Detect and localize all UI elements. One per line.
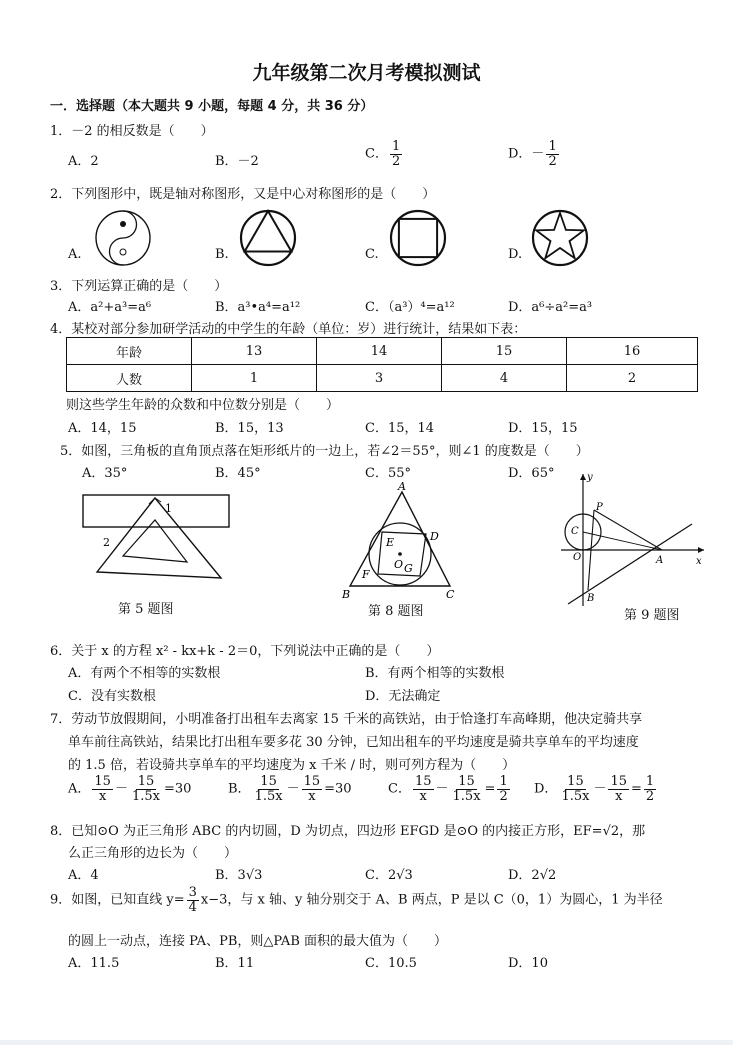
q1-option-a: A．2 (68, 154, 99, 169)
figure-8-incircle-square (340, 482, 460, 602)
q4-option-d: D．15，15 (508, 421, 578, 436)
q1-option-d: D．－ $\frac{1}{2}$ (508, 139, 557, 169)
q5-option-a: A．35° (82, 466, 128, 481)
table-cell: 2 (567, 365, 698, 392)
q8-option-b: B．3√3 (215, 868, 263, 883)
q7-line-2: 单车前往高铁站，结果比打出租车要多花 30 分钟，已知出租车的平均速度是骑共享单车的平均速度 (68, 735, 639, 750)
q4-option-c: C．15，14 (365, 421, 435, 436)
svg-text:x: x (696, 556, 702, 567)
table-cell: 16 (567, 338, 698, 365)
q9-line-2: 的圆上一动点，连接 PA、PB，则△PAB 面积的最大值为（ ） (68, 934, 447, 949)
q9-option-d: D．10 (508, 956, 548, 971)
fraction: $\frac{1}{2}$ (391, 139, 401, 169)
q6-option-b: B．有两个相等的实数根 (365, 666, 505, 681)
q3-option-c: C．（a³）⁴=a¹² (365, 300, 455, 315)
q5-option-d: D．65° (508, 466, 555, 481)
fig5-angle-2: 2 (103, 536, 110, 549)
q3-option-d: D．a⁶÷a²=a³ (508, 300, 593, 315)
q2-option-b: B. (215, 247, 229, 262)
svg-text:A: A (656, 555, 664, 566)
q4-option-b: B．15，13 (215, 421, 284, 436)
figure-8-caption: 第 8 题图 (368, 604, 424, 619)
q4-stem: 4．某校对部分参加研学活动的中学生的年龄（单位：岁）进行统计，结果如下表： (50, 322, 527, 337)
q7-option-c: C． $\frac{15}{x}$ － $\frac{15}{1.5x}$ = $\frac{1}{2}$ (388, 774, 508, 804)
page-title: 九年级第二次月考模拟测试 (252, 62, 481, 84)
q6-option-c: C．没有实数根 (68, 689, 156, 704)
yin-yang-icon (93, 208, 153, 268)
circle-star-icon (530, 208, 590, 268)
q9-option-c: C．10.5 (365, 956, 417, 971)
circle-square-icon (388, 208, 448, 268)
q8-option-c: C．2√3 (365, 868, 413, 883)
q3-option-a: A．a²+a³=a⁶ (68, 300, 152, 315)
q2-stem: 2．下列图形中，既是轴对称图形，又是中心对称图形的是（ ） (50, 187, 436, 202)
age-table (66, 337, 698, 392)
page-bottom-edge (0, 1040, 733, 1045)
section-heading: 一．选择题（本大题共 9 小题，每题 4 分，共 36 分） (50, 99, 374, 114)
table-cell: 3 (317, 365, 442, 392)
svg-text:C: C (571, 526, 579, 537)
table-cell: 15 (442, 338, 567, 365)
q6-stem: 6．关于 x 的方程 x² - kx+k - 2＝0，下列说法中正确的是（ ） (50, 644, 440, 659)
q7-option-b: B． $\frac{15}{1.5x}$ － $\frac{15}{x}$ =30 (228, 774, 352, 804)
fig5-angle-1: 1 (165, 502, 172, 515)
q2-option-a: A. (68, 247, 82, 262)
svg-text:y: y (587, 472, 593, 483)
svg-text:O: O (573, 552, 582, 563)
q4-question: 则这些学生年龄的众数和中位数分别是（ ） (66, 398, 340, 413)
svg-text:E: E (386, 536, 395, 549)
q3-stem: 3．下列运算正确的是（ ） (50, 279, 228, 294)
q6-option-d: D．无法确定 (365, 689, 441, 704)
fraction: $\frac{1}{2}$ (548, 139, 557, 169)
q9-option-a: A．11.5 (68, 956, 120, 971)
q5-stem: 5．如图，三角板的直角顶点落在矩形纸片的一边上，若∠2＝55°，则∠1 的度数是（ ） (60, 444, 589, 459)
svg-text:O: O (394, 558, 404, 571)
figure-5-rectangle-triangle (75, 490, 235, 590)
q1-option-c: C． $\frac{1}{2}$ (365, 139, 401, 169)
q6-option-a: A．有两个不相等的实数根 (68, 666, 221, 681)
circle-triangle-icon (238, 208, 298, 268)
svg-text:G: G (404, 562, 413, 575)
table-cell: 14 (317, 338, 442, 365)
q3-option-b: B．a³•a⁴=a¹² (215, 300, 301, 315)
q5-option-c: C．55° (365, 466, 411, 481)
q7-option-d: D． $\frac{15}{1.5x}$ － $\frac{15}{x}$ = $\frac{1}{2}$ (534, 774, 655, 804)
table-cell: 1 (192, 365, 317, 392)
q8-line-2: 么正三角形的边长为（ ） (68, 846, 238, 861)
table-row (67, 338, 698, 365)
svg-text:B: B (342, 588, 351, 601)
q2-option-d: D. (508, 247, 523, 262)
figure-5-caption: 第 5 题图 (118, 602, 174, 617)
table-cell: 年龄 (67, 338, 192, 365)
table-cell: 4 (442, 365, 567, 392)
table-cell: 13 (192, 338, 317, 365)
figure-9-caption: 第 9 题图 (624, 608, 680, 623)
q2-option-c: C. (365, 247, 379, 262)
q9-option-b: B．11 (215, 956, 255, 971)
figure-9-coordinate-plot (556, 468, 706, 608)
q7-line-1: 7．劳动节放假期间，小明准备打出租车去离家 15 千米的高铁站，由于恰逢打车高峰期，他决定骑共享 (50, 712, 643, 727)
q9-line-1: 9．如图，已知直线 y= $\frac{3}{4}$ x−3，与 x 轴、y 轴分别交于 A、B 两点，P 是以 C（0，1）为圆心，1 为半径 (50, 885, 663, 915)
svg-text:F: F (362, 568, 370, 581)
svg-text:A: A (398, 482, 406, 493)
q5-option-b: B．45° (215, 466, 261, 481)
q7-option-a: A． $\frac{15}{x}$ － $\frac{15}{1.5x}$ =30 (68, 774, 192, 804)
q7-line-3: 的 1.5 倍，若设骑共享单车的平均速度为 x 千米 / 时，则可列方程为（ ） (68, 758, 516, 773)
q8-option-a: A．4 (68, 868, 99, 883)
table-cell: 人数 (67, 365, 192, 392)
svg-text:D: D (430, 530, 439, 543)
q8-option-d: D．2√2 (508, 868, 557, 883)
q8-line-1: 8．已知⊙O 为正三角形 ABC 的内切圆，D 为切点，四边形 EFGD 是⊙O 的内接正方形，EF=√2，那 (50, 824, 646, 839)
q4-option-a: A．14，15 (68, 421, 137, 436)
q1-option-b: B．－2 (215, 154, 259, 169)
svg-text:P: P (596, 502, 603, 513)
q1-stem: 1．－2 的相反数是（ ） (50, 124, 214, 139)
svg-text:C: C (446, 588, 455, 601)
table-row (67, 365, 698, 392)
svg-text:B: B (587, 593, 595, 604)
